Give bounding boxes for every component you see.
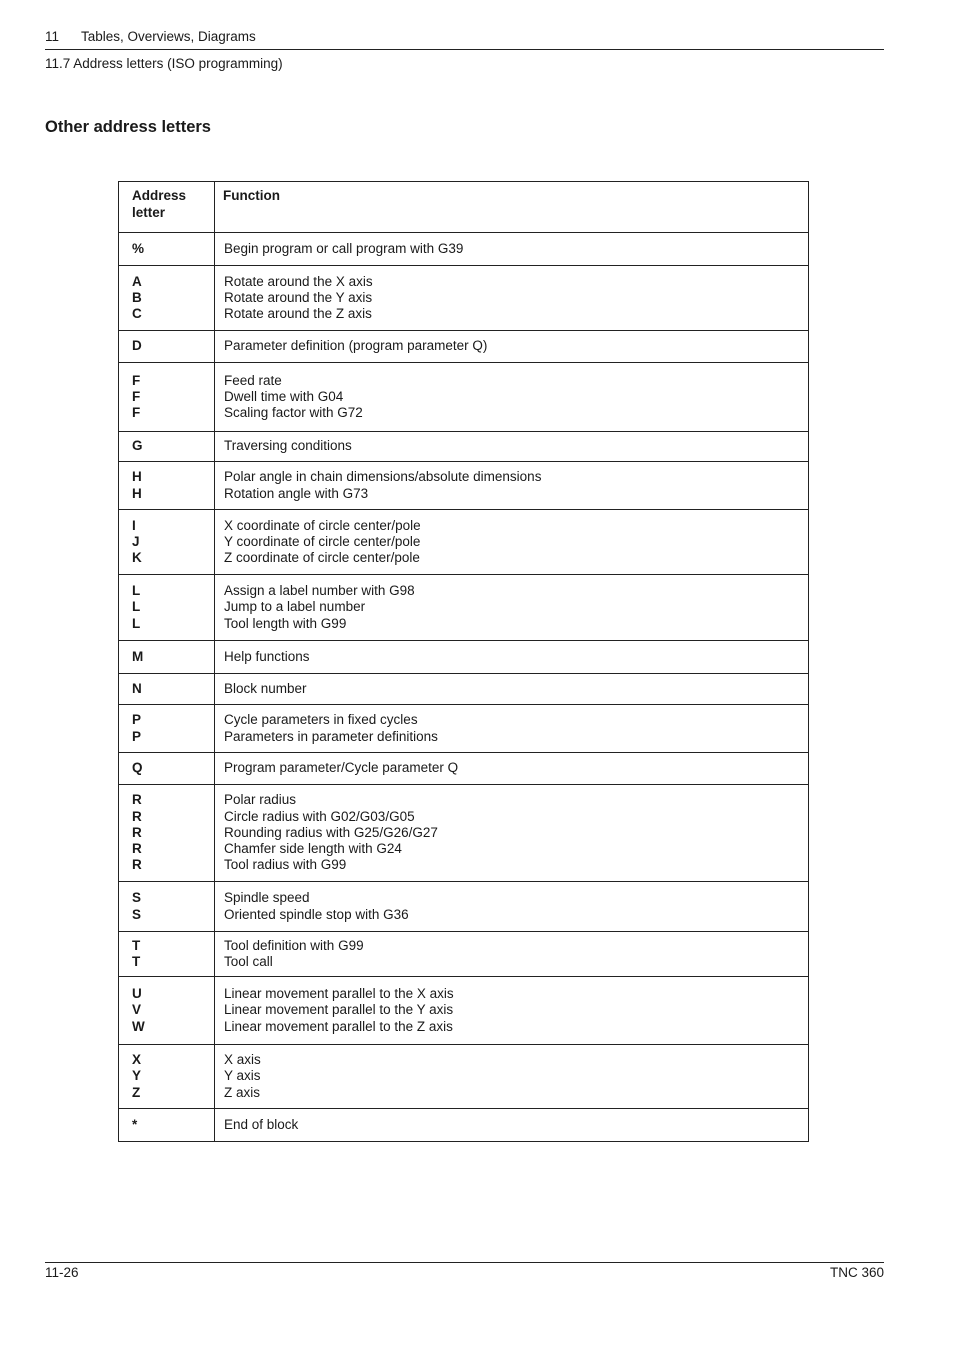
address-letter: H [132, 485, 142, 501]
address-letter: L [132, 615, 141, 631]
table-row [119, 785, 809, 882]
function-cell [215, 753, 809, 785]
function-description: Polar angle in chain dimensions/absolute dimensions [224, 469, 542, 485]
function-cell [215, 510, 809, 575]
function-description: Z axis [224, 1084, 261, 1100]
function-cell [215, 1109, 809, 1142]
function-description: Rotate around the X axis [224, 273, 373, 289]
running-header [45, 29, 256, 44]
address-letter-cell [119, 510, 215, 575]
function-cell [215, 1045, 809, 1109]
address-letter-cell [119, 705, 215, 753]
function-description: Y axis [224, 1068, 261, 1084]
address-letter: S [132, 906, 142, 922]
address-letter: S [132, 890, 142, 906]
function-description: Jump to a label number [224, 599, 366, 615]
function-description: Linear movement parallel to the Y axis [224, 1002, 454, 1018]
address-letter: P [132, 712, 142, 728]
address-letter: T [132, 954, 141, 969]
function-cell [215, 932, 809, 977]
function-description: Rounding radius with G25/G26/G27 [224, 824, 438, 840]
address-letter: W [132, 1018, 145, 1034]
function-description: Spindle speed [224, 890, 310, 906]
address-letter: Y [132, 1068, 142, 1084]
address-letter: R [132, 824, 142, 840]
function-description: Oriented spindle stop with G36 [224, 906, 409, 922]
address-letter-cell [119, 882, 215, 932]
address-letter-cell [119, 1045, 215, 1109]
page-title: Other address letters [45, 118, 211, 136]
address-letter: G [132, 438, 143, 454]
address-letter: * [132, 1116, 138, 1132]
table-row [119, 705, 809, 753]
address-letter: R [132, 792, 142, 808]
table-row [119, 575, 809, 641]
address-letter-cell [119, 432, 215, 462]
function-description: Linear movement parallel to the X axis [224, 986, 454, 1002]
column-header-function: Function [215, 182, 809, 233]
function-description: Assign a label number with G98 [224, 583, 415, 599]
function-description: Circle radius with G02/G03/G05 [224, 808, 415, 824]
address-letter-cell [119, 575, 215, 641]
address-letter: % [132, 240, 145, 256]
address-letter-cell [119, 753, 215, 785]
function-description: Scaling factor with G72 [224, 405, 363, 421]
function-description: Parameters in parameter definitions [224, 728, 438, 744]
function-description: X axis [224, 1052, 261, 1068]
function-description: Tool length with G99 [224, 615, 347, 631]
page-number: 11-26 [45, 1265, 79, 1280]
function-cell [215, 977, 809, 1045]
function-description: Chamfer side length with G24 [224, 841, 402, 857]
table-row [119, 1109, 809, 1142]
footer-divider [45, 1262, 884, 1263]
address-letter: L [132, 599, 141, 615]
address-letter: T [132, 937, 141, 953]
address-letter: X [132, 1052, 142, 1068]
function-cell [215, 331, 809, 363]
function-description: Z coordinate of circle center/pole [224, 550, 420, 566]
address-letter-cell [119, 674, 215, 705]
address-letter: C [132, 306, 142, 322]
address-letter-cell [119, 932, 215, 977]
table-row [119, 1045, 809, 1109]
table-row [119, 753, 809, 785]
address-letter-cell [119, 785, 215, 882]
function-cell [215, 674, 809, 705]
table-row [119, 510, 809, 575]
table-header-row [119, 182, 809, 233]
address-letter: K [132, 550, 142, 566]
function-description: Linear movement parallel to the Z axis [224, 1018, 453, 1034]
function-cell [215, 705, 809, 753]
function-cell [215, 363, 809, 432]
address-letter-cell [119, 977, 215, 1045]
address-letter: B [132, 289, 142, 305]
address-letter: J [132, 533, 140, 549]
header-divider [45, 49, 884, 50]
function-description: Traversing conditions [224, 438, 352, 454]
table-row [119, 363, 809, 432]
table-row [119, 882, 809, 932]
address-letter-cell [119, 331, 215, 363]
function-cell [215, 641, 809, 674]
function-description: Program parameter/Cycle parameter Q [224, 760, 459, 776]
function-cell [215, 266, 809, 331]
function-cell [215, 882, 809, 932]
address-letter: M [132, 648, 144, 664]
address-letter-cell [119, 641, 215, 674]
table-row [119, 266, 809, 331]
function-description: Rotation angle with G73 [224, 485, 369, 501]
table-row [119, 932, 809, 977]
address-letter: I [132, 517, 136, 533]
chapter-title: Tables, Overviews, Diagrams [81, 29, 256, 44]
address-letter: R [132, 808, 142, 824]
address-letter-cell [119, 266, 215, 331]
column-header-address-letter: Address letter [119, 182, 215, 233]
function-description: Block number [224, 680, 307, 696]
function-cell [215, 462, 809, 510]
address-letter: F [132, 388, 141, 404]
table-row [119, 641, 809, 674]
address-letter: R [132, 857, 142, 873]
address-letter: A [132, 273, 142, 289]
address-letter: Z [132, 1084, 141, 1100]
address-letter: L [132, 583, 141, 599]
table-row [119, 233, 809, 266]
function-description: X coordinate of circle center/pole [224, 517, 421, 533]
function-description: Polar radius [224, 792, 297, 808]
address-letter-cell [119, 233, 215, 266]
function-description: Begin program or call program with G39 [224, 240, 464, 256]
chapter-number: 11 [45, 29, 60, 44]
function-cell [215, 575, 809, 641]
section-heading: 11.7 Address letters (ISO programming) [45, 56, 283, 71]
address-letter: R [132, 841, 142, 857]
address-letter-cell [119, 1109, 215, 1142]
address-letter: N [132, 680, 142, 696]
address-letter-cell [119, 363, 215, 432]
table-row [119, 977, 809, 1045]
function-description: Tool radius with G99 [224, 857, 347, 873]
function-description: Dwell time with G04 [224, 388, 344, 404]
function-description: Y coordinate of circle center/pole [224, 533, 421, 549]
table-row [119, 331, 809, 363]
function-description: Cycle parameters in fixed cycles [224, 712, 418, 728]
function-description: Rotate around the Z axis [224, 306, 372, 322]
function-description: End of block [224, 1116, 299, 1132]
address-letter-cell [119, 462, 215, 510]
function-description: Rotate around the Y axis [224, 289, 373, 305]
table-row [119, 462, 809, 510]
product-name: TNC 360 [829, 1265, 884, 1280]
function-description: Help functions [224, 648, 310, 664]
function-description: Tool definition with G99 [224, 937, 364, 953]
address-letter: P [132, 728, 142, 744]
function-description: Parameter definition (program parameter Q) [224, 338, 488, 354]
function-cell [215, 432, 809, 462]
address-letter: U [132, 986, 142, 1002]
address-letter: F [132, 405, 141, 421]
address-letter: H [132, 469, 142, 485]
table-row [119, 432, 809, 462]
function-cell [215, 233, 809, 266]
function-cell [215, 785, 809, 882]
address-letter: Q [132, 760, 143, 776]
address-letter-table [118, 181, 809, 1142]
table-row [119, 674, 809, 705]
address-letter: F [132, 372, 141, 388]
address-letter: V [132, 1002, 142, 1018]
function-description: Feed rate [224, 372, 282, 388]
address-letter: D [132, 338, 142, 354]
function-description: Tool call [224, 954, 273, 969]
table-body [119, 233, 809, 1142]
